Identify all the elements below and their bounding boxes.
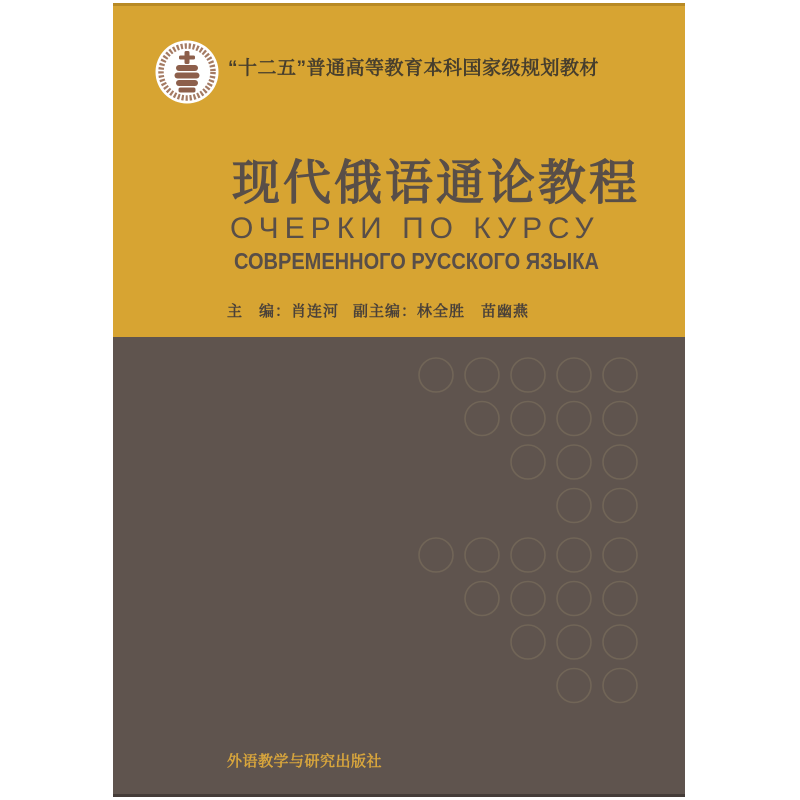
circle-pattern-decoration	[113, 3, 685, 797]
book-title-russian-line2: СОВРЕМЕННОГО РУССКОГО ЯЗЫКА	[234, 248, 599, 274]
book-title-russian-line1: ОЧЕРКИ ПО КУРСУ	[230, 212, 600, 245]
deputy-editors-names: 林全胜 苗幽燕	[417, 303, 530, 320]
chief-editor-label: 主 编：	[227, 303, 292, 320]
book-cover	[113, 3, 685, 797]
book-title-chinese: 现代俄语通论教程	[232, 157, 641, 210]
deputy-editors-label: 副主编：	[353, 303, 418, 320]
publisher-name: 外语教学与研究出版社	[227, 753, 383, 770]
chief-editor-name: 肖连河	[291, 303, 340, 320]
series-tagline: “十二五”普通高等教育本科国家级规划教材	[228, 58, 600, 79]
